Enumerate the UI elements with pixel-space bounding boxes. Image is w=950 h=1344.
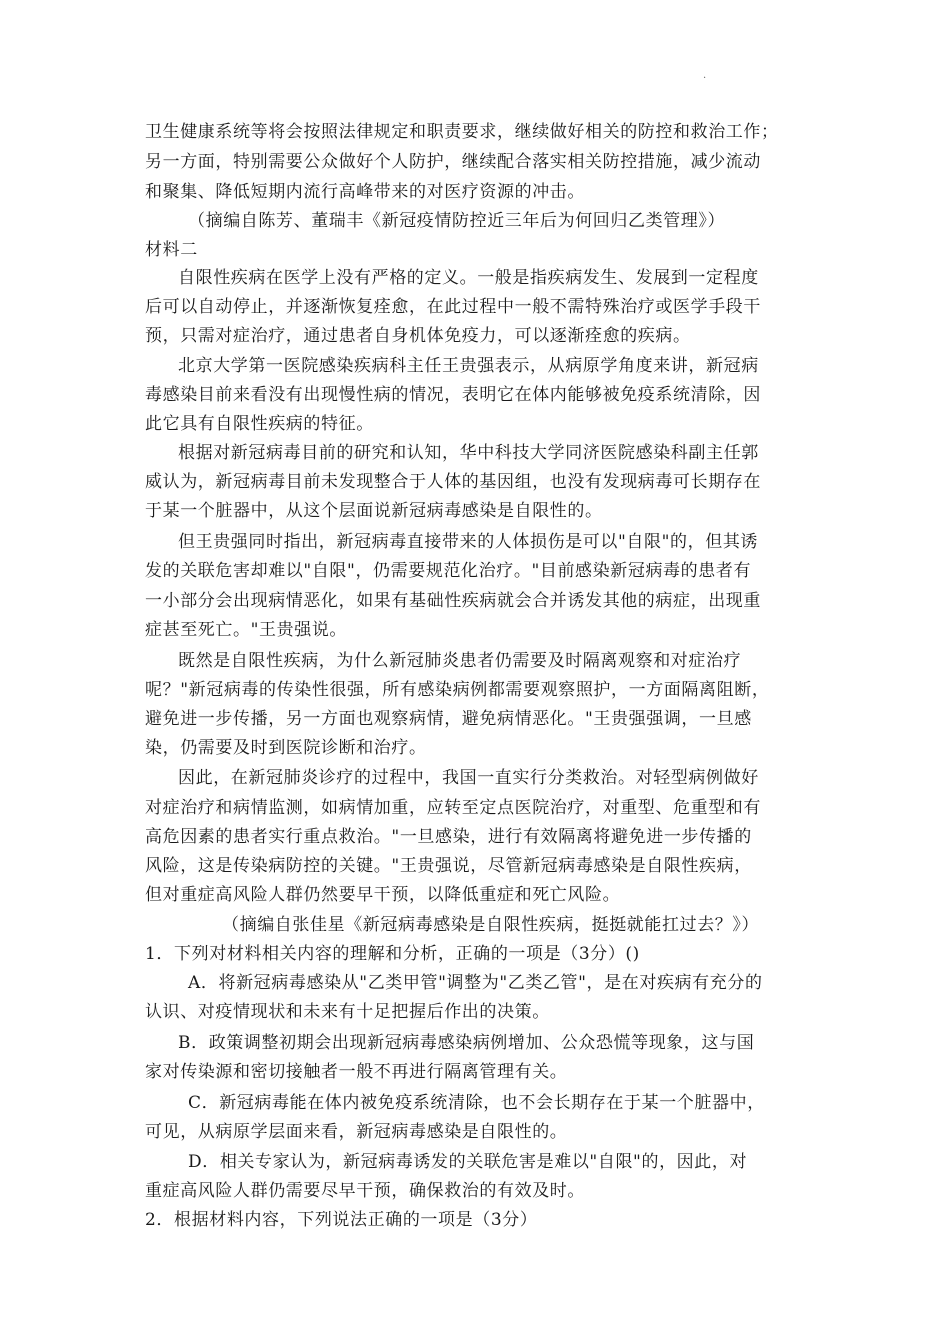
text-line: 呢？"新冠病毒的传染性很强，所有感染病例都需要观察照护，一方面隔离阻断， [145,680,770,700]
text-line: 风险，这是传染病防控的关键。"王贵强说，尽管新冠病毒感染是自限性疾病， [145,856,752,876]
text-line: 染，仍需要及时到医院诊断和治疗。 [145,738,427,758]
text-line: 对症治疗和病情监测，如病情加重，应转至定点医院治疗，对重型、危重型和有 [145,798,761,818]
text-line: 高危因素的患者实行重点救治。"一旦感染，进行有效隔离将避免进一步传播的 [145,827,752,847]
text-line: 自限性疾病在医学上没有严格的定义。一般是指疾病发生、发展到一定程度 [178,268,759,288]
text-line: 症甚至死亡。"王贵强说。 [145,620,348,640]
text-line: 此它具有自限性疾病的特征。 [145,414,374,434]
text-line: 但对重症高风险人群仍然要早干预，以降低重症和死亡风险。 [145,885,621,905]
question-1: 1．下列对材料相关内容的理解和分析，正确的一项是（3分）() [145,944,640,964]
option-d-cont: 重症高风险人群仍需要尽早干预，确保救治的有效及时。 [145,1181,585,1201]
section-heading: 材料二 [145,240,198,260]
option-c: C．新冠病毒能在体内被免疫系统清除，也不会长期存在于某一个脏器中， [188,1093,765,1113]
question-2: 2．根据材料内容，下列说法正确的一项是（3分） [145,1210,538,1230]
option-c-cont: 可见，从病原学层面来看，新冠病毒感染是自限性的。 [145,1122,568,1142]
text-line: 威认为，新冠病毒目前未发现整合于人体的基因组，也没有发现病毒可长期存在 [145,472,761,492]
text-line: 根据对新冠病毒目前的研究和认知，华中科技大学同济医院感染科副主任郭 [178,443,759,463]
text-line: 一小部分会出现病情恶化，如果有基础性疾病就会合并诱发其他的病症，出现重 [145,591,761,611]
text-line: 北京大学第一医院感染疾病科主任王贵强表示，从病原学角度来讲，新冠病 [178,356,759,376]
option-b: B．政策调整初期会出现新冠病毒感染病例增加、公众恐慌等现象，这与国 [178,1033,755,1053]
text-line: 避免进一步传播，另一方面也观察病情，避免病情恶化。"王贵强强调，一旦感 [145,709,752,729]
text-line: 于某一个脏器中，从这个层面说新冠病毒感染是自限性的。 [145,501,603,521]
option-d: D．相关专家认为，新冠病毒诱发的关联危害是难以"自限"的，因此，对 [188,1152,748,1172]
text-line: 因此，在新冠肺炎诊疗的过程中，我国一直实行分类救治。对轻型病例做好 [178,768,759,788]
text-line: 预，只需对症治疗，通过患者自身机体免疫力，可以逐渐痊愈的疾病。 [145,326,691,346]
text-line: 后可以自动停止，并逐渐恢复痊愈，在此过程中一般不需特殊治疗或医学手段干 [145,297,761,317]
text-line: 但王贵强同时指出，新冠病毒直接带来的人体损伤是可以"自限"的，但其诱 [178,532,759,552]
text-line: 另一方面，特别需要公众做好个人防护，继续配合落实相关防控措施，减少流动 [145,152,761,172]
text-line: 发的关联危害却难以"自限"，仍需要规范化治疗。"目前感染新冠病毒的患者有 [145,561,752,581]
corner-mark: . [703,70,707,81]
text-line: 卫生健康系统等将会按照法律规定和职责要求，继续做好相关的防控和救治工作； [145,122,779,142]
option-b-cont: 家对传染源和密切接触者一般不再进行隔离管理有关。 [145,1062,568,1082]
text-line: 既然是自限性疾病，为什么新冠肺炎患者仍需要及时隔离观察和对症治疗 [178,651,742,671]
text-line: 毒感染目前来看没有出现慢性病的情况，表明它在体内能够被免疫系统清除，因 [145,385,761,405]
option-a: A．将新冠病毒感染从"乙类甲管"调整为"乙类乙管"，是在对疾病有充分的 [188,973,763,993]
source-citation: （摘编自陈芳、董瑞丰《新冠疫情防控近三年后为何回归乙类管理》） [188,211,726,231]
source-citation: （摘编自张佳星《新冠病毒感染是自限性疾病，挺挺就能扛过去？》） [222,915,760,935]
text-line: 和聚集、降低短期内流行高峰带来的对医疗资源的冲击。 [145,182,585,202]
option-a-cont: 认识、对疫情现状和未来有十足把握后作出的决策。 [145,1002,550,1022]
